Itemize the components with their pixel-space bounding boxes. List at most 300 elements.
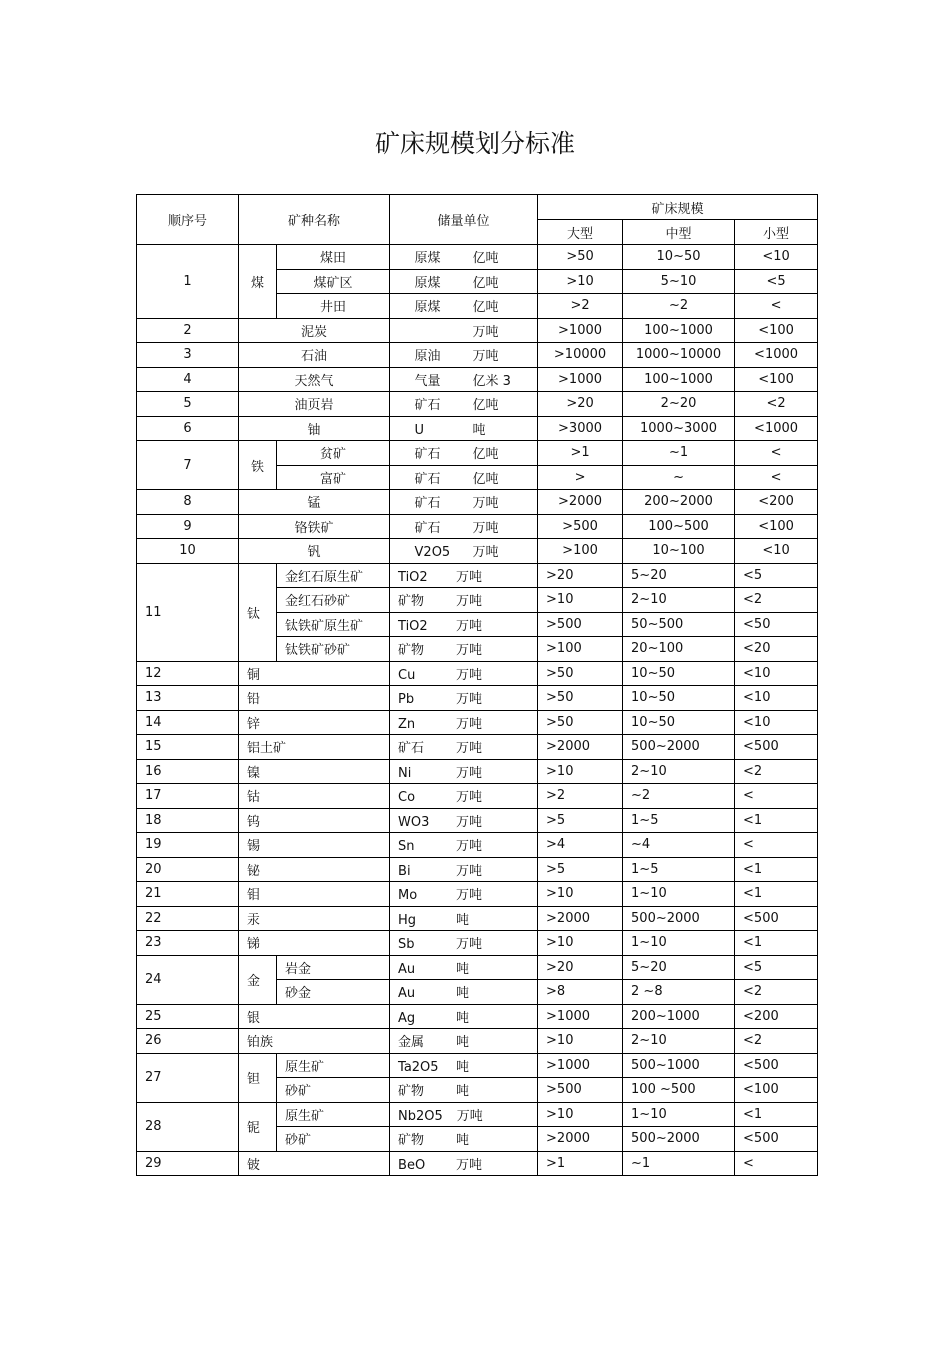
unit-measure: 万吨 xyxy=(472,545,499,561)
large-cell: > xyxy=(538,465,623,490)
table-row xyxy=(137,686,818,711)
mineral-cell: 油页岩 xyxy=(239,392,390,417)
unit-measure: 吨 xyxy=(456,912,470,928)
small-cell: <2 xyxy=(735,980,818,1005)
unit-measure: 万吨 xyxy=(456,1157,483,1173)
unit-basis: Cu xyxy=(398,667,416,683)
unit-basis: 矿物 xyxy=(398,1133,425,1149)
unit-measure: 万吨 xyxy=(456,765,483,781)
mineral-cell: 锌 xyxy=(239,710,390,735)
large-cell: >2 xyxy=(538,784,623,809)
unit-measure: 吨 xyxy=(456,1133,470,1149)
small-cell: <500 xyxy=(735,735,818,760)
small-cell: <1 xyxy=(735,882,818,907)
unit-measure: 亿吨 xyxy=(472,300,499,316)
unit-basis: 金属 xyxy=(398,1035,425,1051)
mineral-cell: 铜 xyxy=(239,661,390,686)
page-title: 矿床规模划分标准 xyxy=(374,129,575,158)
medium-cell: ~1 xyxy=(623,441,735,466)
unit-cell xyxy=(390,980,538,1005)
mineral-cell: 锑 xyxy=(239,931,390,956)
large-cell: >2000 xyxy=(538,735,623,760)
unit-measure: 亿吨 xyxy=(472,398,499,414)
large-cell: >10 xyxy=(538,931,623,956)
unit-measure: 万吨 xyxy=(456,643,483,659)
medium-cell: 200~2000 xyxy=(623,490,735,515)
small-cell: <5 xyxy=(735,955,818,980)
large-cell: >1000 xyxy=(538,1004,623,1029)
submineral-cell: 原生矿 xyxy=(277,1053,390,1078)
unit-measure: 万吨 xyxy=(456,839,483,855)
small-cell: <20 xyxy=(735,637,818,662)
small-cell: < xyxy=(735,294,818,319)
unit-measure: 万吨 xyxy=(456,716,483,732)
table-row xyxy=(137,735,818,760)
unit-basis: 原煤 xyxy=(414,275,441,291)
submineral-cell: 金红石原生矿 xyxy=(277,563,390,588)
medium-cell: 2~10 xyxy=(623,759,735,784)
submineral-cell: 煤田 xyxy=(277,245,390,270)
mineral-cell: 煤 xyxy=(239,245,277,319)
seq-cell: 26 xyxy=(137,1029,239,1054)
medium-cell: 1000~10000 xyxy=(623,343,735,368)
small-cell: <10 xyxy=(735,245,818,270)
large-cell: >10 xyxy=(538,588,623,613)
unit-cell xyxy=(390,661,538,686)
large-cell: >10000 xyxy=(538,343,623,368)
header-mineral: 矿种名称 xyxy=(239,195,390,245)
unit-measure: 吨 xyxy=(456,1010,470,1026)
unit-cell xyxy=(390,490,538,515)
unit-cell xyxy=(390,906,538,931)
medium-cell: 10~50 xyxy=(623,661,735,686)
large-cell: >10 xyxy=(538,1029,623,1054)
unit-measure: 吨 xyxy=(456,1084,470,1100)
small-cell: < xyxy=(735,465,818,490)
unit-basis: 矿物 xyxy=(398,1084,425,1100)
submineral-cell: 井田 xyxy=(277,294,390,319)
mineral-cell: 钛 xyxy=(239,563,277,661)
table-row xyxy=(137,833,818,858)
mineral-cell: 铁 xyxy=(239,441,277,490)
seq-cell: 17 xyxy=(137,784,239,809)
unit-basis: 原油 xyxy=(414,349,441,365)
table-row xyxy=(137,661,818,686)
large-cell: >1 xyxy=(538,441,623,466)
large-cell: >1000 xyxy=(538,367,623,392)
unit-basis: BeO xyxy=(398,1157,426,1173)
large-cell: >50 xyxy=(538,661,623,686)
small-cell: <1000 xyxy=(735,343,818,368)
small-cell: <5 xyxy=(735,563,818,588)
unit-measure: 万吨 xyxy=(456,569,483,585)
small-cell: <100 xyxy=(735,367,818,392)
seq-cell: 9 xyxy=(137,514,239,539)
seq-cell: 10 xyxy=(137,539,239,564)
unit-cell xyxy=(390,710,538,735)
mineral-cell: 铌 xyxy=(239,1102,277,1151)
submineral-cell: 原生矿 xyxy=(277,1102,390,1127)
mineral-cell: 钴 xyxy=(239,784,390,809)
submineral-cell: 煤矿区 xyxy=(277,269,390,294)
seq-cell: 5 xyxy=(137,392,239,417)
seq-cell: 7 xyxy=(137,441,239,490)
submineral-cell: 砂矿 xyxy=(277,1078,390,1103)
unit-cell xyxy=(390,465,538,490)
unit-cell xyxy=(390,955,538,980)
small-cell: <2 xyxy=(735,1029,818,1054)
unit-basis: U xyxy=(414,422,425,438)
unit-basis: Ta2O5 xyxy=(398,1059,439,1075)
medium-cell: 2~10 xyxy=(623,588,735,613)
unit-basis: Pb xyxy=(398,692,415,708)
medium-cell: 100~1000 xyxy=(623,367,735,392)
medium-cell: 500~1000 xyxy=(623,1053,735,1078)
submineral-cell: 岩金 xyxy=(277,955,390,980)
unit-measure: 万吨 xyxy=(456,667,483,683)
unit-measure: 万吨 xyxy=(472,496,499,512)
submineral-cell: 钛铁矿砂矿 xyxy=(277,637,390,662)
seq-cell: 23 xyxy=(137,931,239,956)
unit-cell xyxy=(390,539,538,564)
seq-cell: 13 xyxy=(137,686,239,711)
unit-measure: 吨 xyxy=(456,961,470,977)
unit-basis: Co xyxy=(398,790,416,806)
unit-measure: 万吨 xyxy=(456,937,483,953)
small-cell: <500 xyxy=(735,906,818,931)
table-row xyxy=(137,367,818,392)
seq-cell: 19 xyxy=(137,833,239,858)
unit-measure: 万吨 xyxy=(456,594,483,610)
header-medium: 中型 xyxy=(623,220,735,245)
seq-cell: 12 xyxy=(137,661,239,686)
seq-cell: 24 xyxy=(137,955,239,1004)
unit-cell xyxy=(390,612,538,637)
large-cell: >500 xyxy=(538,1078,623,1103)
mineral-cell: 铋 xyxy=(239,857,390,882)
submineral-cell: 砂矿 xyxy=(277,1127,390,1152)
large-cell: >50 xyxy=(538,686,623,711)
unit-basis: 气量 xyxy=(414,373,441,389)
small-cell: <2 xyxy=(735,588,818,613)
medium-cell: 2~20 xyxy=(623,392,735,417)
small-cell: <5 xyxy=(735,269,818,294)
table-row xyxy=(137,784,818,809)
large-cell: >5 xyxy=(538,857,623,882)
seq-cell: 14 xyxy=(137,710,239,735)
small-cell: < xyxy=(735,441,818,466)
medium-cell: 2 ~8 xyxy=(623,980,735,1005)
unit-cell xyxy=(390,833,538,858)
mineral-cell: 钨 xyxy=(239,808,390,833)
seq-cell: 20 xyxy=(137,857,239,882)
medium-cell: ~2 xyxy=(623,294,735,319)
large-cell: >1 xyxy=(538,1151,623,1176)
large-cell: >50 xyxy=(538,245,623,270)
medium-cell: ~4 xyxy=(623,833,735,858)
unit-basis: Bi xyxy=(398,863,411,879)
table-row xyxy=(137,490,818,515)
medium-cell: 10~100 xyxy=(623,539,735,564)
unit-basis: 矿石 xyxy=(414,496,441,512)
large-cell: >1000 xyxy=(538,1053,623,1078)
large-cell: >20 xyxy=(538,392,623,417)
table-row xyxy=(137,1053,818,1078)
medium-cell: 200~1000 xyxy=(623,1004,735,1029)
small-cell: <1000 xyxy=(735,416,818,441)
medium-cell: 1~10 xyxy=(623,931,735,956)
unit-cell xyxy=(390,686,538,711)
unit-cell xyxy=(390,416,538,441)
unit-cell xyxy=(390,343,538,368)
medium-cell: ~ xyxy=(623,465,735,490)
unit-basis: Ni xyxy=(398,765,412,781)
large-cell: >10 xyxy=(538,759,623,784)
table-row xyxy=(137,710,818,735)
small-cell: <1 xyxy=(735,1102,818,1127)
unit-basis: Sn xyxy=(398,839,415,855)
mineral-cell: 汞 xyxy=(239,906,390,931)
mineral-cell: 银 xyxy=(239,1004,390,1029)
unit-cell xyxy=(390,514,538,539)
mineral-cell: 金 xyxy=(239,955,277,1004)
unit-cell xyxy=(390,294,538,319)
large-cell: >500 xyxy=(538,612,623,637)
mineral-cell: 铬铁矿 xyxy=(239,514,390,539)
mineral-cell: 铍 xyxy=(239,1151,390,1176)
unit-cell xyxy=(390,1004,538,1029)
large-cell: >100 xyxy=(538,637,623,662)
seq-cell: 18 xyxy=(137,808,239,833)
unit-basis: 矿石 xyxy=(414,471,441,487)
table-row xyxy=(137,906,818,931)
unit-basis: Mo xyxy=(398,888,418,904)
large-cell: >500 xyxy=(538,514,623,539)
unit-measure: 万吨 xyxy=(472,520,499,536)
submineral-cell: 砂金 xyxy=(277,980,390,1005)
large-cell: >2 xyxy=(538,294,623,319)
large-cell: >10 xyxy=(538,269,623,294)
large-cell: >100 xyxy=(538,539,623,564)
large-cell: >8 xyxy=(538,980,623,1005)
table-row xyxy=(137,955,818,980)
table-row xyxy=(137,514,818,539)
table-row xyxy=(137,808,818,833)
seq-cell: 21 xyxy=(137,882,239,907)
table-row xyxy=(137,245,818,270)
seq-cell: 2 xyxy=(137,318,239,343)
small-cell: <100 xyxy=(735,1078,818,1103)
mineral-cell: 镍 xyxy=(239,759,390,784)
unit-basis: TiO2 xyxy=(398,618,428,634)
unit-cell xyxy=(390,441,538,466)
small-cell: <1 xyxy=(735,857,818,882)
table-row xyxy=(137,759,818,784)
medium-cell: 1~10 xyxy=(623,1102,735,1127)
header-row xyxy=(137,195,818,220)
medium-cell: 5~10 xyxy=(623,269,735,294)
medium-cell: ~2 xyxy=(623,784,735,809)
unit-measure: 万吨 xyxy=(456,741,483,757)
medium-cell: 500~2000 xyxy=(623,1127,735,1152)
medium-cell: 50~500 xyxy=(623,612,735,637)
unit-cell xyxy=(390,882,538,907)
small-cell: < xyxy=(735,1151,818,1176)
unit-measure: 亿吨 xyxy=(472,251,499,267)
mineral-cell: 铀 xyxy=(239,416,390,441)
unit-measure: 万吨 xyxy=(456,790,483,806)
submineral-cell: 富矿 xyxy=(277,465,390,490)
small-cell: <2 xyxy=(735,392,818,417)
unit-basis: 矿物 xyxy=(398,594,425,610)
table-row xyxy=(137,1029,818,1054)
header-unit: 储量单位 xyxy=(390,195,538,245)
seq-cell: 1 xyxy=(137,245,239,319)
table-row xyxy=(137,416,818,441)
unit-measure: 亿米 3 xyxy=(472,373,511,389)
unit-basis: 矿石 xyxy=(414,520,441,536)
unit-cell xyxy=(390,1102,538,1127)
header-scale: 矿床规模 xyxy=(538,195,818,220)
unit-basis: WO3 xyxy=(398,814,430,830)
small-cell: < xyxy=(735,833,818,858)
unit-measure: 吨 xyxy=(472,422,486,438)
unit-basis: 矿石 xyxy=(414,398,441,414)
mineral-cell: 铅 xyxy=(239,686,390,711)
unit-measure: 万吨 xyxy=(456,692,483,708)
small-cell: <1 xyxy=(735,808,818,833)
medium-cell: 1~5 xyxy=(623,857,735,882)
medium-cell: 1~5 xyxy=(623,808,735,833)
unit-cell xyxy=(390,637,538,662)
unit-cell xyxy=(390,808,538,833)
medium-cell: 1~10 xyxy=(623,882,735,907)
seq-cell: 27 xyxy=(137,1053,239,1102)
seq-cell: 28 xyxy=(137,1102,239,1151)
medium-cell: 10~50 xyxy=(623,710,735,735)
unit-cell xyxy=(390,318,538,343)
table-row xyxy=(137,392,818,417)
mineral-cell: 锰 xyxy=(239,490,390,515)
table-row xyxy=(137,931,818,956)
large-cell: >4 xyxy=(538,833,623,858)
table-row xyxy=(137,1004,818,1029)
table-row xyxy=(137,318,818,343)
medium-cell: 20~100 xyxy=(623,637,735,662)
unit-cell xyxy=(390,392,538,417)
mineral-cell: 石油 xyxy=(239,343,390,368)
unit-basis: TiO2 xyxy=(398,569,428,585)
small-cell: <100 xyxy=(735,318,818,343)
seq-cell: 22 xyxy=(137,906,239,931)
small-cell: <10 xyxy=(735,661,818,686)
medium-cell: 1000~3000 xyxy=(623,416,735,441)
seq-cell: 8 xyxy=(137,490,239,515)
unit-cell xyxy=(390,1127,538,1152)
unit-measure: 万吨 xyxy=(456,863,483,879)
unit-cell xyxy=(390,269,538,294)
unit-measure: 亿吨 xyxy=(472,275,499,291)
unit-cell xyxy=(390,735,538,760)
large-cell: >5 xyxy=(538,808,623,833)
large-cell: >2000 xyxy=(538,490,623,515)
medium-cell: 5~20 xyxy=(623,955,735,980)
unit-measure: 吨 xyxy=(456,986,470,1002)
large-cell: >1000 xyxy=(538,318,623,343)
mineral-cell: 天然气 xyxy=(239,367,390,392)
medium-cell: 100 ~500 xyxy=(623,1078,735,1103)
small-cell: <200 xyxy=(735,1004,818,1029)
unit-basis: 矿石 xyxy=(414,447,441,463)
seq-cell: 25 xyxy=(137,1004,239,1029)
seq-cell: 6 xyxy=(137,416,239,441)
unit-basis: Ag xyxy=(398,1010,416,1026)
large-cell: >50 xyxy=(538,710,623,735)
unit-basis: 原煤 xyxy=(414,251,441,267)
large-cell: >2000 xyxy=(538,906,623,931)
unit-measure: 万吨 xyxy=(456,888,483,904)
unit-basis: Zn xyxy=(398,716,416,732)
unit-basis: Hg xyxy=(398,912,417,928)
unit-cell xyxy=(390,1078,538,1103)
unit-basis: Au xyxy=(398,986,416,1002)
mineral-cell: 钒 xyxy=(239,539,390,564)
unit-cell xyxy=(390,245,538,270)
large-cell: >20 xyxy=(538,563,623,588)
mineral-cell: 钼 xyxy=(239,882,390,907)
small-cell: <500 xyxy=(735,1127,818,1152)
mineral-cell: 铂族 xyxy=(239,1029,390,1054)
small-cell: <500 xyxy=(735,1053,818,1078)
unit-basis: Sb xyxy=(398,937,415,953)
large-cell: >20 xyxy=(538,955,623,980)
seq-cell: 15 xyxy=(137,735,239,760)
medium-cell: 10~50 xyxy=(623,686,735,711)
medium-cell: 100~500 xyxy=(623,514,735,539)
unit-measure: 亿吨 xyxy=(472,471,499,487)
header-small: 小型 xyxy=(735,220,818,245)
table-row xyxy=(137,343,818,368)
small-cell: <100 xyxy=(735,514,818,539)
table-row xyxy=(137,1102,818,1127)
unit-cell xyxy=(390,1151,538,1176)
medium-cell: 500~2000 xyxy=(623,906,735,931)
small-cell: < xyxy=(735,784,818,809)
unit-cell xyxy=(390,759,538,784)
unit-basis: Au xyxy=(398,961,416,977)
medium-cell: 2~10 xyxy=(623,1029,735,1054)
small-cell: <200 xyxy=(735,490,818,515)
unit-measure: 万吨 xyxy=(472,324,499,340)
mineral-cell: 泥炭 xyxy=(239,318,390,343)
mineral-cell: 钽 xyxy=(239,1053,277,1102)
submineral-cell: 钛铁矿原生矿 xyxy=(277,612,390,637)
unit-measure: 亿吨 xyxy=(472,447,499,463)
large-cell: >3000 xyxy=(538,416,623,441)
unit-basis: Nb2O5 xyxy=(398,1108,443,1124)
unit-cell xyxy=(390,563,538,588)
table-row xyxy=(137,441,818,466)
table-row xyxy=(137,1151,818,1176)
table-row xyxy=(137,882,818,907)
table-row xyxy=(137,563,818,588)
unit-measure: 吨 xyxy=(456,1059,470,1075)
unit-measure: 万吨 xyxy=(456,618,483,634)
unit-cell xyxy=(390,931,538,956)
large-cell: >10 xyxy=(538,1102,623,1127)
submineral-cell: 金红石砂矿 xyxy=(277,588,390,613)
small-cell: <10 xyxy=(735,686,818,711)
